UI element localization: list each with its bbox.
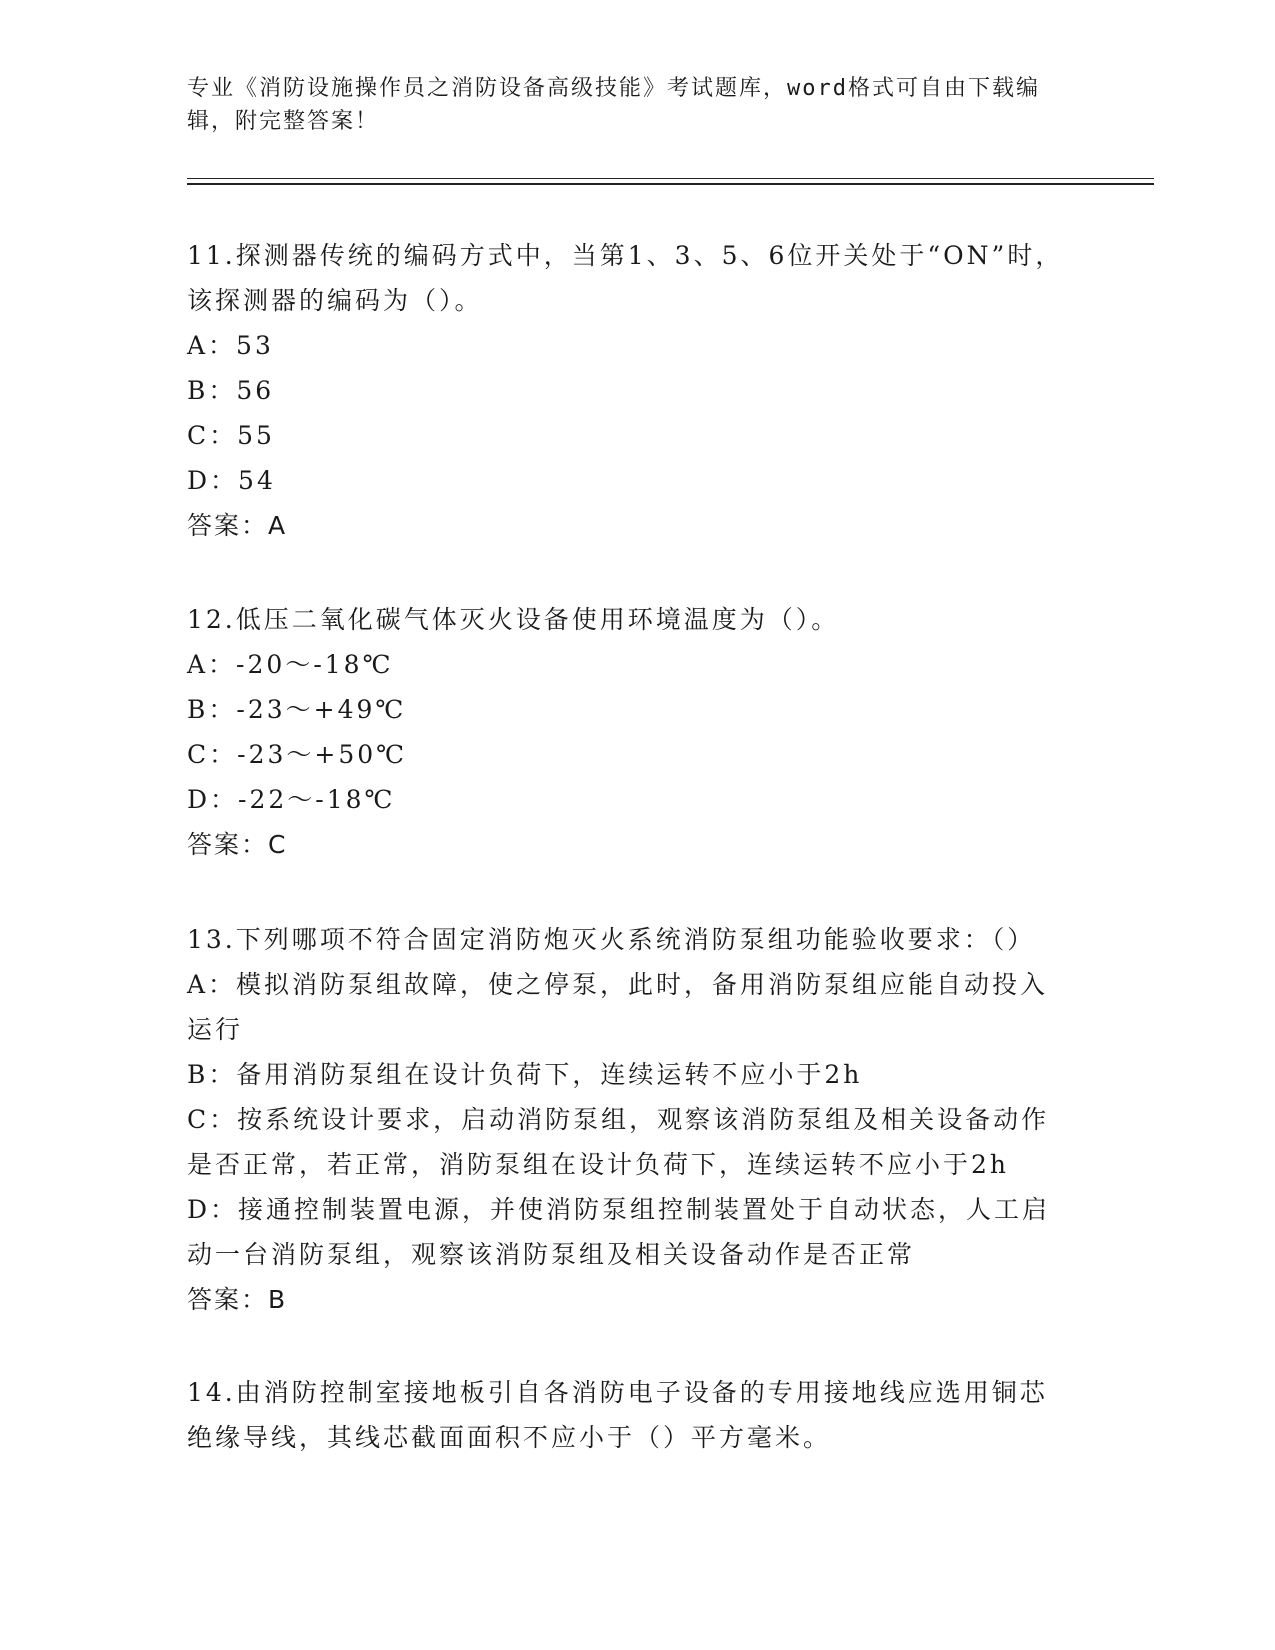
answer: 答案：A — [187, 511, 288, 540]
header-divider-top — [187, 178, 1154, 179]
document-header — [187, 72, 1067, 138]
question-11 — [187, 233, 1067, 548]
option-d: D：接通控制装置电源，并使消防泵组控制装置处于自动状态，人工启动一台消防泵组，观察该消防泵组及相关设备动作是否正常 — [187, 1195, 1051, 1269]
option-b: B：-23～+49℃ — [187, 695, 407, 724]
option-d: D：54 — [187, 466, 276, 495]
question-12 — [187, 597, 1067, 867]
question-stem: 13.下列哪项不符合固定消防炮灭火系统消防泵组功能验收要求：（） — [187, 925, 1036, 954]
question-13 — [187, 917, 1067, 1322]
option-d: D：-22～-18℃ — [187, 785, 396, 814]
option-a: A：53 — [187, 331, 274, 360]
question-14 — [187, 1370, 1067, 1460]
option-c: C：按系统设计要求，启动消防泵组，观察该消防泵组及相关设备动作是否正常，若正常，消防泵组在设计负荷下，连续运转不应小于2h — [187, 1105, 1050, 1179]
option-c: C：55 — [187, 421, 275, 450]
option-b: B：备用消防泵组在设计负荷下，连续运转不应小于2h — [187, 1060, 863, 1089]
option-c: C：-23～+50℃ — [187, 740, 408, 769]
header-text: 专业《消防设施操作员之消防设备高级技能》考试题库，word格式可自由下载编辑，附完整答案！ — [187, 76, 1040, 134]
answer: 答案：C — [187, 830, 288, 859]
answer: 答案：B — [187, 1285, 288, 1314]
option-a: A：-20～-18℃ — [187, 650, 394, 679]
question-stem: 11.探测器传统的编码方式中，当第1、3、5、6位开关处于“ON”时，该探测器的编码为（）。 — [187, 241, 1064, 315]
option-b: B：56 — [187, 376, 275, 405]
question-stem: 14.由消防控制室接地板引自各消防电子设备的专用接地线应选用铜芯绝缘导线，其线芯截面面积不应小于（）平方毫米。 — [187, 1378, 1048, 1452]
header-divider-bottom — [187, 183, 1154, 185]
option-a: A：模拟消防泵组故障，使之停泵，此时，备用消防泵组应能自动投入运行 — [187, 970, 1049, 1044]
question-stem: 12.低压二氧化碳气体灭火设备使用环境温度为（）。 — [187, 605, 840, 634]
